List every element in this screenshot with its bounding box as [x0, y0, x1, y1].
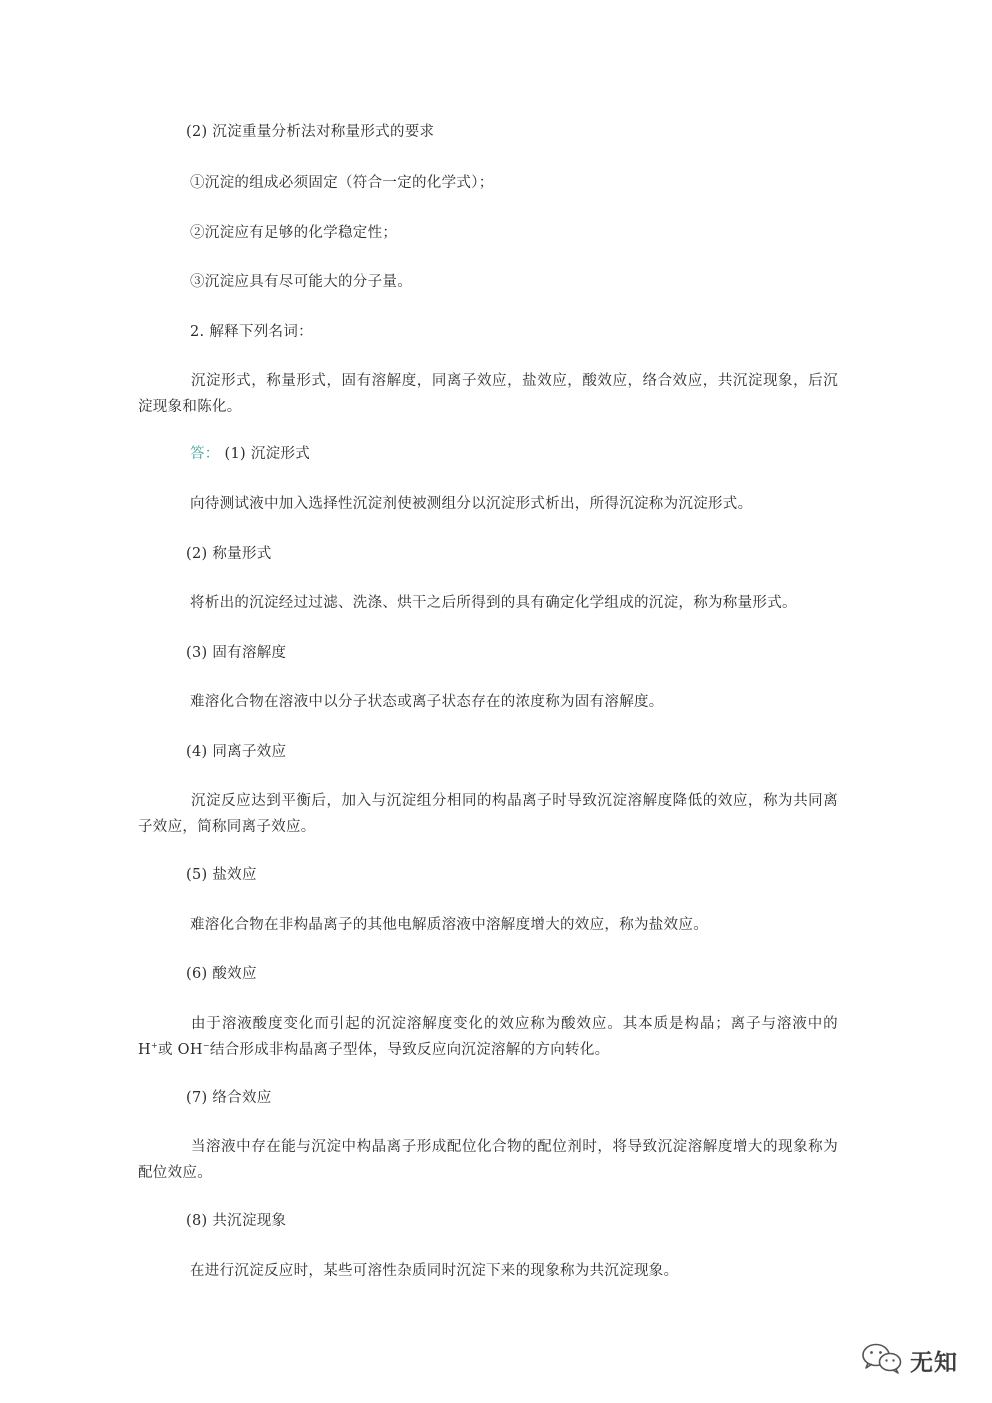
definition-6-part-a: 由于溶液酸度变化而引起的沉淀溶解度变化的效应称为酸效应。其本质是构晶；离子与溶液中的H [138, 1016, 838, 1058]
term-heading-5: (5) 盐效应 [186, 867, 257, 883]
oh-ion-charge: − [202, 1041, 210, 1051]
requirements-heading: (2) 沉淀重量分析法对称量形式的要求 [186, 124, 435, 140]
definition-6 [138, 1011, 838, 1063]
answer-line [190, 441, 310, 467]
question-2-heading: 2. 解释下列名词： [190, 324, 313, 340]
wechat-icon [860, 1342, 904, 1378]
term-heading-2: (2) 称量形式 [186, 546, 272, 562]
definition-4: 沉淀反应达到平衡后，加入与沉淀组分相同的构晶离子时导致沉淀溶解度降低的效应，称为共同离子效应，简称同离子效应。 [138, 793, 838, 835]
definition-1: 向待测试液中加入选择性沉淀剂使被测组分以沉淀形式析出，所得沉淀称为沉淀形式。 [190, 496, 753, 512]
requirement-item-3: ③沉淀应具有尽可能大的分子量。 [190, 274, 412, 290]
term-heading-3: (3) 固有溶解度 [186, 645, 287, 661]
definition-6-part-b: 或 OH [157, 1042, 203, 1058]
definition-6-part-c: 结合形成非构晶离子型体，导致反应向沉淀溶解的方向转化。 [209, 1042, 610, 1058]
term-heading-6: (6) 酸效应 [186, 966, 257, 982]
definition-2: 将析出的沉淀经过过滤、洗涤、烘干之后所得到的具有确定化学组成的沉淀，称为称量形式。 [190, 595, 797, 611]
definition-5: 难溶化合物在非构晶离子的其他电解质溶液中溶解度增大的效应，称为盐效应。 [190, 917, 708, 933]
definition-8: 在进行沉淀反应时，某些可溶性杂质同时沉淀下来的现象称为共沉淀现象。 [190, 1263, 679, 1279]
term-heading-7: (7) 络合效应 [186, 1090, 272, 1106]
definition-7: 当溶液中存在能与沉淀中构晶离子形成配位化合物的配位剂时，将导致沉淀溶解度增大的现象称为配位效应。 [138, 1139, 838, 1181]
requirement-item-1: ①沉淀的组成必须固定（符合一定的化学式）； [190, 175, 494, 191]
answer-label: 答： [190, 446, 220, 462]
term-heading-8: (8) 共沉淀现象 [186, 1213, 287, 1229]
h-ion-charge: + [150, 1041, 158, 1051]
watermark [860, 1343, 958, 1377]
term-heading-1: (1) 沉淀形式 [224, 446, 311, 462]
watermark-text: 无知 [910, 1349, 958, 1376]
definition-3: 难溶化合物在溶液中以分子状态或离子状态存在的浓度称为固有溶解度。 [190, 694, 664, 710]
term-heading-4: (4) 同离子效应 [186, 744, 287, 760]
question-2-terms: 沉淀形式，称量形式，固有溶解度，同离子效应，盐效应，酸效应，络合效应，共沉淀现象，后沉淀现象和陈化。 [138, 373, 838, 415]
requirement-item-2: ②沉淀应有足够的化学稳定性； [190, 225, 398, 241]
